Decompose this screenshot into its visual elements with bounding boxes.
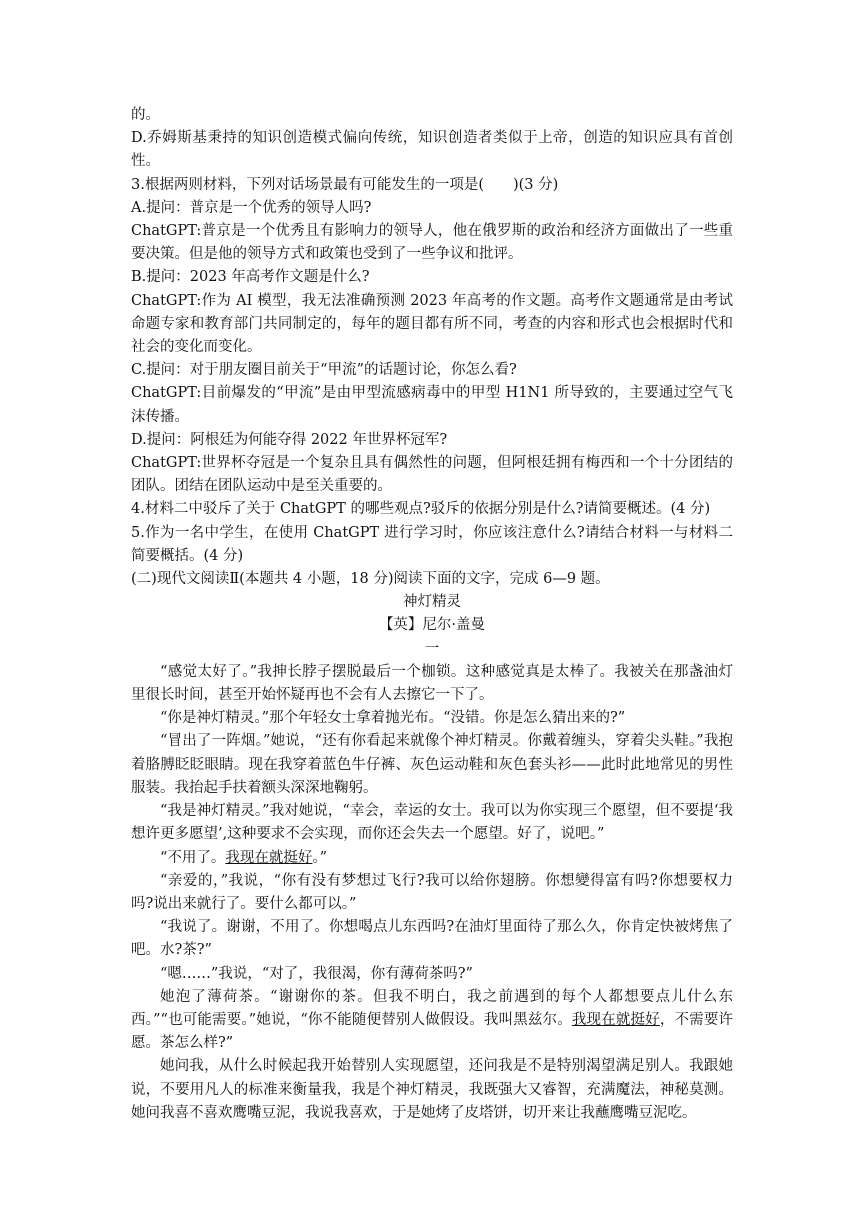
q3-option-a-answer: ChatGPT:普京是一个优秀且有影响力的领导人，他在俄罗斯的政治和经济方面做出了一些重要决策。但是他的领导方式和政策也受到了一些争议和批评。 bbox=[131, 223, 733, 263]
story-paragraph-3: “冒出了一阵烟。”她说，“还有你看起来就像个神灯精灵。你戴着缠头，穿着尖头鞋。”我抱着胳膊眨眨眼睛。现在我穿着蓝色牛仔裤、灰色运动鞋和灰色套头衫——此时此地常见的男性服装。我抬起手扶着额头深深地鞠躬。 bbox=[131, 733, 733, 796]
q3-option-c-question: C.提问：对于朋友圈目前关于“甲流”的话题讨论，你怎么看? bbox=[131, 362, 517, 379]
story-part-number: 一 bbox=[424, 640, 440, 657]
q3-option-c-answer: ChatGPT:目前爆发的“甲流”是由甲型流感病毒中的甲型 H1N1 所导致的，主要通过空气飞沫传播。 bbox=[131, 385, 733, 425]
story-paragraph-9-post: ，不需要许愿。茶怎么样?” bbox=[131, 1011, 734, 1052]
underlined-phrase-1: 我现在就挺好 bbox=[225, 849, 313, 866]
document-page bbox=[131, 104, 733, 1125]
story-paragraph-2: “你是神灯精灵。”那个年轻女士拿着抛光布。“没错。你是怎么猜出来的?” bbox=[160, 710, 626, 727]
q3-option-b-answer: ChatGPT:作为 AI 模型，我无法准确预测 2023 年高考的作文题。高考作文题通常是由考试命题专家和教育部门共同制定的，每年的题目都有所不同，考查的内容和形式也会根据时代和社会的变化而变化。 bbox=[131, 292, 733, 356]
story-paragraph-9 bbox=[131, 986, 733, 1056]
question-4: 4.材料二中驳斥了关于 ChatGPT 的哪些观点?驳斥的依据分别是什么?请简要概述。(4 分) bbox=[131, 501, 711, 518]
question-5: 5.作为一名中学生，在使用 ChatGPT 进行学习时，你应该注意什么?请结合材料一与材料二简要概括。(4 分) bbox=[131, 524, 733, 564]
section-2-heading: (二)现代文阅读Ⅱ(本题共 4 小题，18 分)阅读下面的文字，完成 6—9 题。 bbox=[131, 571, 610, 588]
story-title: 神灯精灵 bbox=[403, 594, 461, 611]
q3-option-d-question: D.提问：阿根廷为何能夺得 2022 年世界杯冠军? bbox=[131, 431, 448, 448]
story-author: 【英】尼尔·盖曼 bbox=[378, 617, 486, 634]
underlined-phrase-2: 我现在就挺好 bbox=[571, 1011, 660, 1028]
story-paragraph-7: “我说了。谢谢，不用了。你想喝点儿东西吗?在油灯里面待了那么久，你肯定快被烤焦了吧。水?茶?” bbox=[131, 919, 733, 959]
q3-stem: 3.根据两则材料，下列对话场景最有可能发生的一项是( )(3 分) bbox=[131, 176, 559, 193]
q2-option-d: D.乔姆斯基秉持的知识创造模式偏向传统，知识创造者类似于上帝，创造的知识应具有首创性。 bbox=[131, 130, 733, 170]
story-paragraph-5-pre: “不用了。 bbox=[160, 849, 226, 866]
q3-option-d-answer: ChatGPT:世界杯夺冠是一个复杂且具有偶然性的问题，但阿根廷拥有梅西和一个十分团结的团队。团结在团队运动中是至关重要的。 bbox=[131, 455, 733, 495]
story-paragraph-1: “感觉太好了。”我抻长脖子摆脱最后一个枷锁。这种感觉真是太棒了。我被关在那盏油灯里很长时间，甚至开始怀疑再也不会有人去擦它一下了。 bbox=[131, 663, 733, 704]
q3-option-a-question: A.提问：普京是一个优秀的领导人吗? bbox=[131, 199, 372, 216]
story-paragraph-6: “亲爱的，”我说，“你有没有梦想过飞行?我可以给你翅膀。你想變得富有吗?你想要权力吗?说出来就行了。要什么都可以。” bbox=[131, 872, 733, 912]
story-paragraph-4: “我是神灯精灵。”我对她说，“幸会，幸运的女士。我可以为你实现三个愿望，但不要提‘我想许更多愿望’,这种要求不会实现，而你还会失去一个愿望。好了，说吧。” bbox=[131, 803, 733, 843]
story-paragraph-5-post: 。” bbox=[312, 849, 328, 866]
story-paragraph-8: “嗯……”我说，“对了，我很渴，你有薄荷茶吗?” bbox=[160, 965, 473, 982]
q3-option-b-question: B.提问：2023 年高考作文题是什么? bbox=[131, 269, 370, 286]
story-paragraph-10: 她问我，从什么时候起我开始替别人实现愿望，还问我是不是特别渴望满足别人。我跟她说，不要用凡人的标准来衡量我，我是个神灯精灵，我既强大又睿智，充满魔法，神秘莫测。她问我喜不喜欢鹰嘴豆泥，我说我喜欢，于是她烤了皮塔饼，切开来让我蘸鹰嘴豆泥吃。 bbox=[131, 1058, 733, 1121]
story-paragraph-9-pre: 她泡了薄荷茶。“谢谢你的茶。但我不明白，我之前遇到的每个人都想要点儿什么东西。”“也可能需要。”她说，“你不能随便替别人做假设。我叫黑兹尔。 bbox=[131, 988, 733, 1028]
q2-option-d-tail: 的。 bbox=[131, 107, 160, 123]
story-paragraph-5 bbox=[131, 847, 733, 870]
